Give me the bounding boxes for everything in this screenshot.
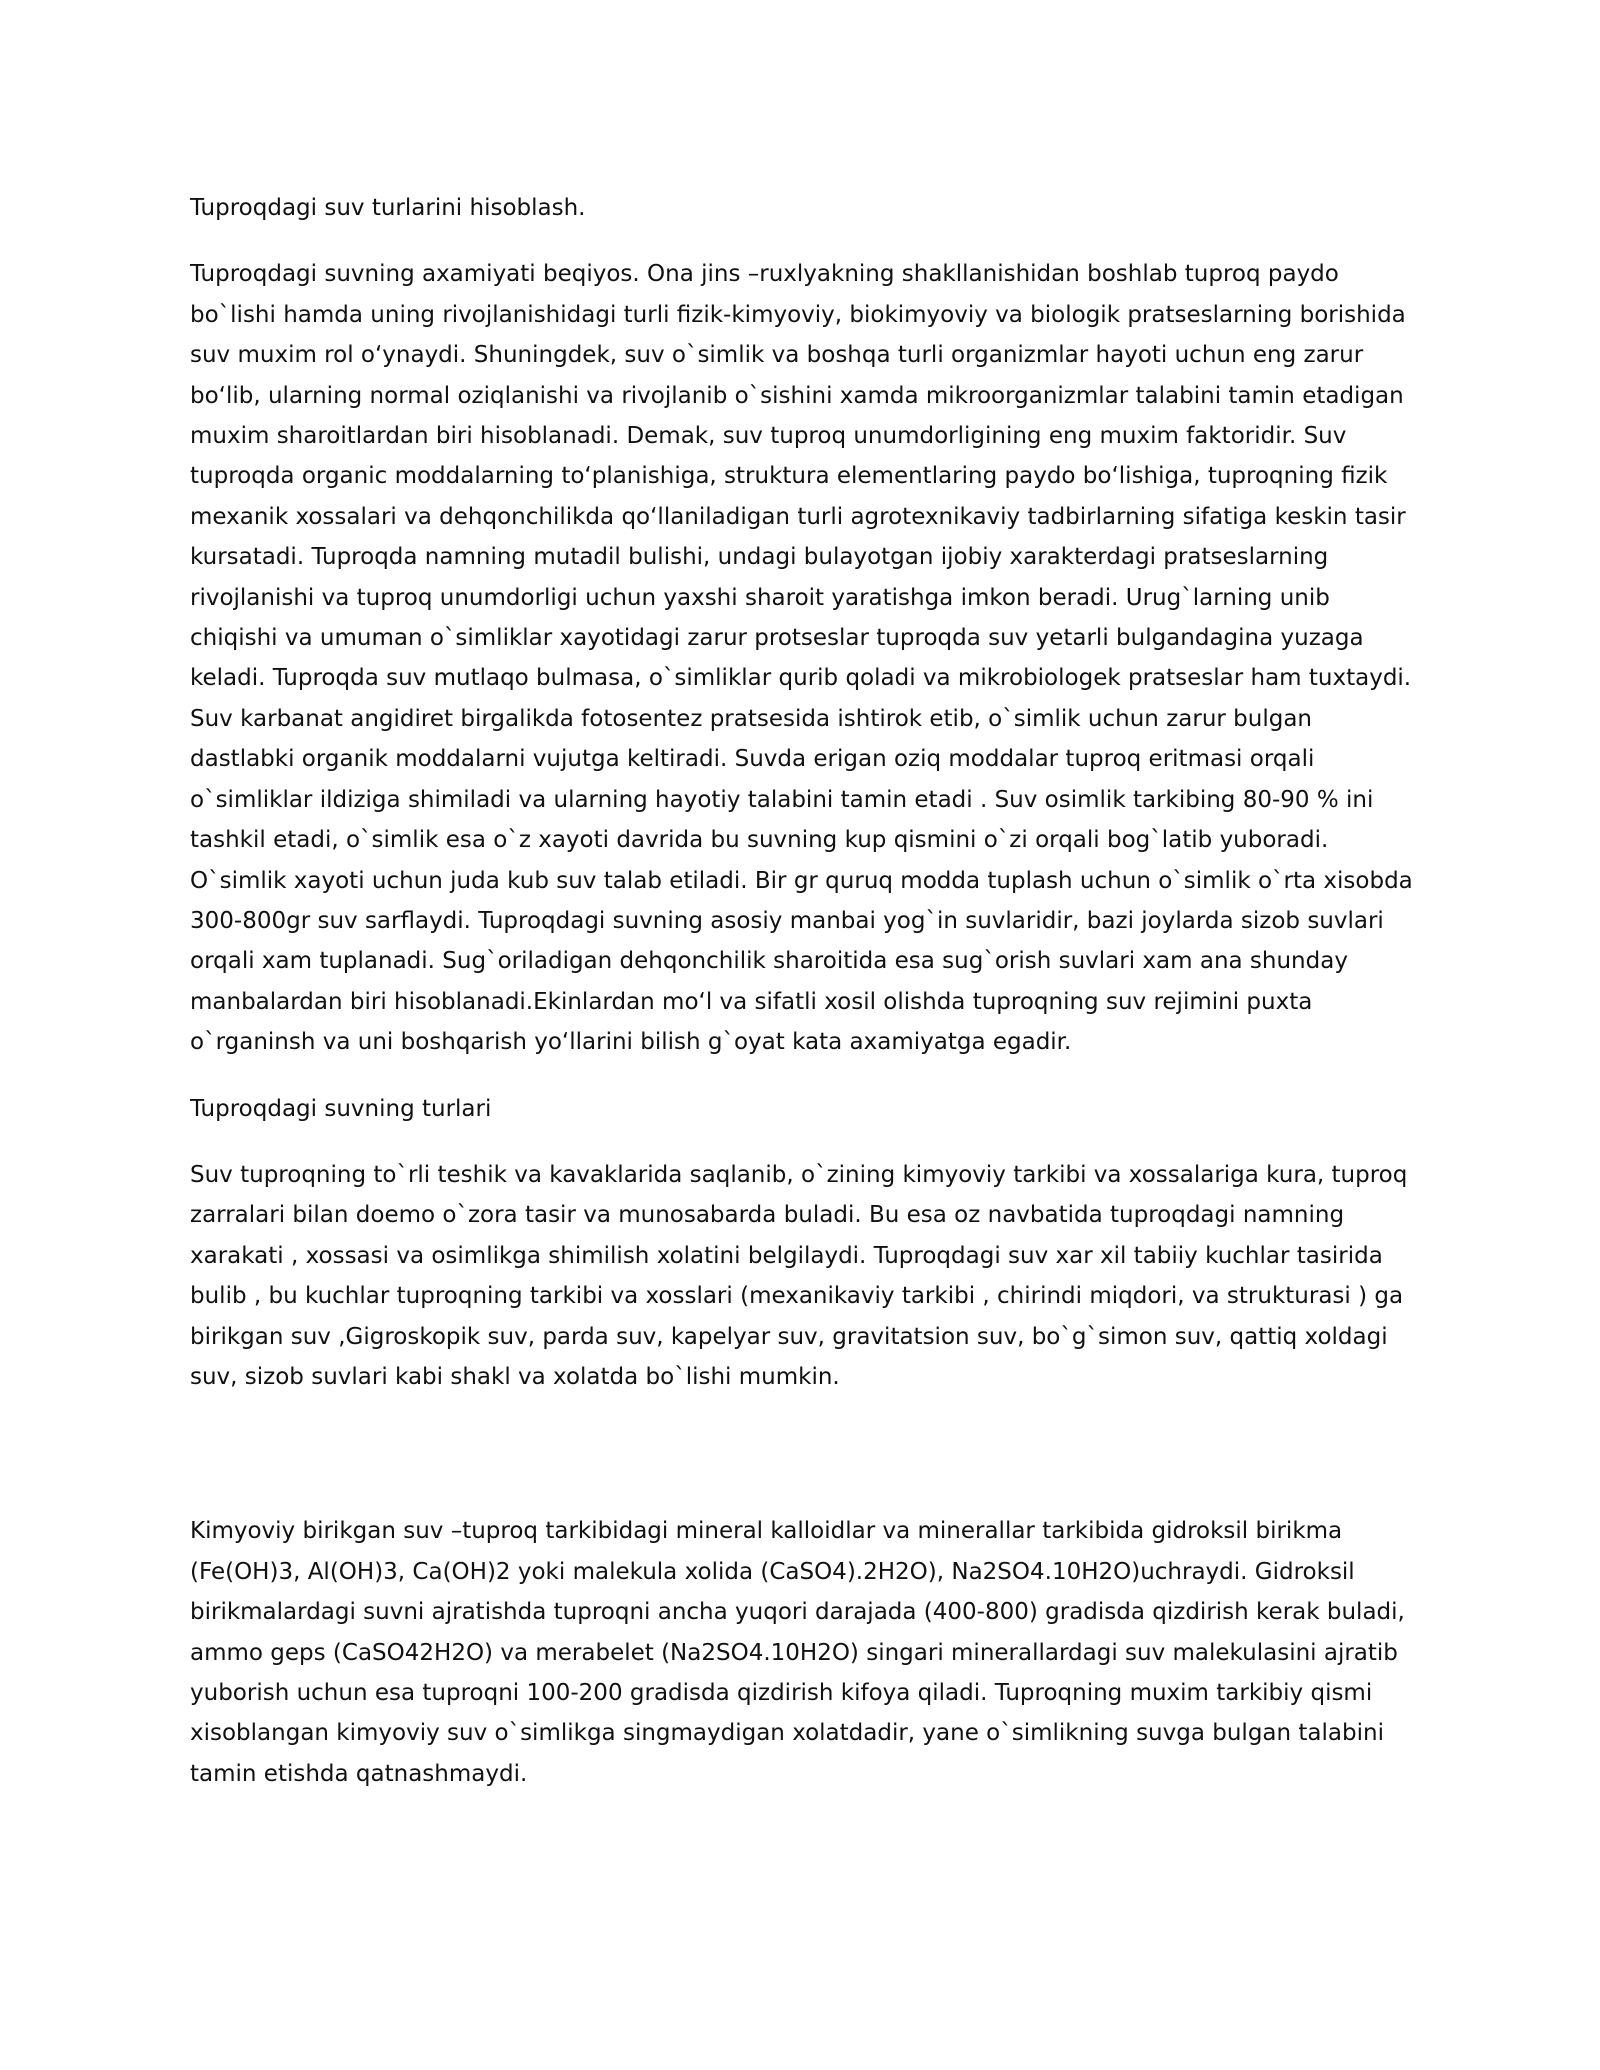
blank-space xyxy=(190,1423,1420,1511)
document-page xyxy=(190,188,1420,1820)
paragraph-importance-of-water: Tuproqdagi suvning axamiyati beqiyos. Ona jins –ruxlyakning shakllanishidan boshlab tuproq paydo bo`lishi hamda uning rivojlanishidagi turli fizik-kimyoviy, biokimyoviy va biologik pratseslarning borishida suv muxim rol o‘ynaydi. Shuningdek, suv o`simlik va boshqa turli organizmlar hayoti uchun eng zarur bo‘lib, ularning normal oziqlanishi va rivojlanib o`sishini xamda mikroorganizmlar talabini tamin etadigan muxim sharoitlardan biri hisoblanadi. Demak, suv tuproq unumdorligining eng muxim faktoridir. Suv tuproqda organic moddalarning to‘planishiga, struktura elementlaring paydo bo‘lishiga, tuproqning fizik mexanik xossalari va dehqonchilikda qo‘llaniladigan turli agrotexnikaviy tadbirlarning sifatiga keskin tasir kursatadi. Tuproqda namning mutadil bulishi, undagi bulayotgan ijobiy xarakterdagi pratseslarning rivojlanishi va tuproq unumdorligi uchun yaxshi sharoit yaratishga imkon beradi. Urug`larning unib chiqishi va umuman o`simliklar xayotidagi zarur protseslar tuproqda suv yetarli bulgandagina yuzaga keladi. Tuproqda suv mutlaqo bulmasa, o`simliklar qurib qoladi va mikrobiologek pratseslar ham tuxtaydi. Suv karbanat angidiret birgalikda fotosentez pratsesida ishtirok etib, o`simlik uchun zarur bulgan dastlabki organik moddalarni vujutga keltiradi. Suvda erigan oziq moddalar tuproq eritmasi orqali o`simliklar ildiziga shimiladi va ularning hayotiy talabini tamin etadi . Suv osimlik tarkibing 80-90 % ini tashkil etadi, o`simlik esa o`z xayoti davrida bu suvning kup qismini o`zi orqali bog`latib yuboradi. O`simlik xayoti uchun juda kub suv talab etiladi. Bir gr quruq modda tuplash uchun o`simlik o`rta xisobda 300-800gr suv sarflaydi. Tuproqdagi suvning asosiy manbai yog`in suvlaridir, bazi joylarda sizob suvlari orqali xam tuplanadi. Sug`oriladigan dehqonchilik sharoitida esa sug`orish suvlari xam ana shunday manbalardan biri hisoblanadi.Ekinlardan mo‘l va sifatli xosil olishda tuproqning suv rejimini puxta o`rganinsh va uni boshqarish yo‘llarini bilish g`oyat kata axamiyatga egadir. xyxy=(190,261,1413,1056)
paragraph-water-types: Suv tuproqning to`rli teshik va kavaklarida saqlanib, o`zining kimyoviy tarkibi va xossalariga kura, tuproq zarralari bilan doemo o`zora tasir va munosabarda buladi. Bu esa oz navbatida tuproqdagi namning xarakati , xossasi va osimlikga shimilish xolatini belgilaydi. Tuproqdagi suv xar xil tabiiy kuchlar tasirida bulib , bu kuchlar tuproqning tarkibi va xosslari (mexanikaviy tarkibi , chirindi miqdori, va strukturasi ) ga birikgan suv ,Gigroskopik suv, parda suv, kapelyar suv, gravitatsion suv, bo`g`simon suv, qattiq xoldagi suv, sizob suvlari kabi shakl va xolatda bo`lishi mumkin. xyxy=(190,1161,1408,1390)
document-title: Tuproqdagi suv turlarini hisoblash. xyxy=(190,195,586,221)
section-heading: Tuproqdagi suvning turlari xyxy=(190,1095,492,1122)
paragraph-chemically-bound-water: Kimyoviy birikgan suv –tuproq tarkibidagi mineral kalloidlar va minerallar tarkibida gidroksil birikma (Fe(OH)3, Al(OH)3, Ca(OH)2 yoki malekula xolida (CaSO4).2H2O), Na2SO4.10H2O)uchraydi. Gidroksil birikmalardagi suvni ajratishda tuproqni ancha yuqori darajada (400-800) gradisda qizdirish kerak buladi, ammo geps (CaSO42H2O) va merabelet (Na2SO4.10H2O) singari minerallardagi suv malekulasini ajratib yuborish uchun esa tuproqni 100-200 gradisda qizdirish kifoya qiladi. Tuproqning muxim tarkibiy qismi xisoblangan kimyoviy suv o`simlikga singmaydigan xolatdadir, yane o`simlikning suvga bulgan talabini tamin etishda qatnashmaydi. xyxy=(190,1518,1405,1787)
